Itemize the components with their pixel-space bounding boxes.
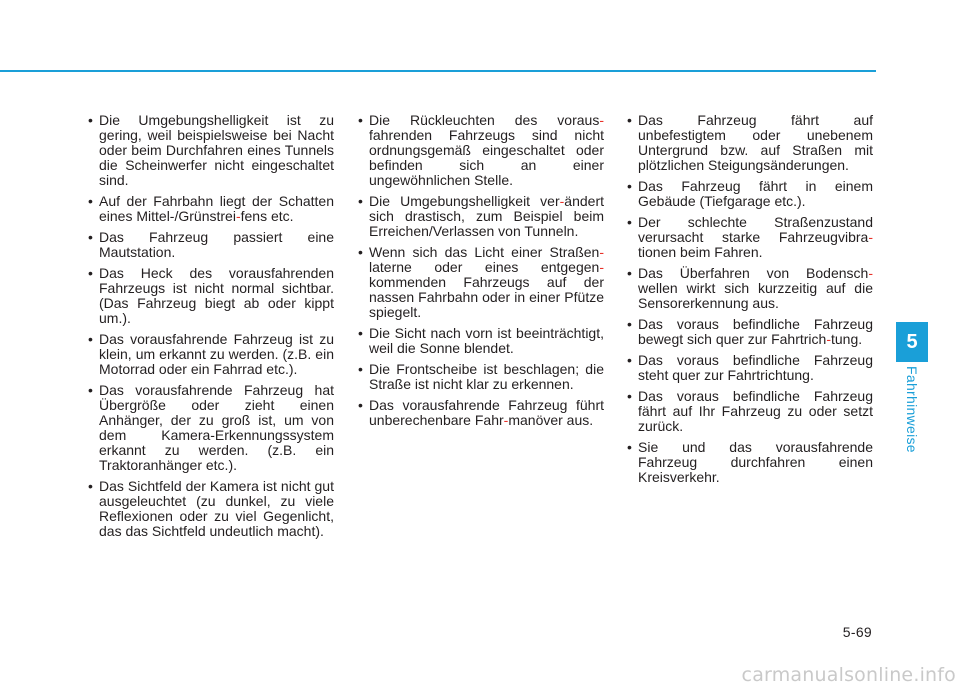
hyphen-mark: - bbox=[599, 259, 604, 275]
bullet-item bbox=[627, 317, 873, 347]
bullet-item bbox=[88, 194, 334, 224]
bullet-item bbox=[88, 230, 334, 260]
chapter-number-tab: 5 bbox=[896, 322, 928, 362]
bullet-item bbox=[88, 266, 334, 326]
bullet-text: Sie und das vorausfahrende Fahrzeug durchfahren einen Kreisverkehr. bbox=[638, 439, 873, 485]
bullet-item bbox=[627, 440, 873, 485]
bullet-text: Das vorausfahrende Fahrzeug ist zu klein, um erkannt zu werden. (z.B. ein Motorrad oder ein Fahrrad etc.). bbox=[99, 331, 334, 377]
bullet-item bbox=[627, 215, 873, 260]
bullet-item bbox=[88, 332, 334, 377]
bullet-item bbox=[627, 113, 873, 173]
bullet-item bbox=[358, 113, 604, 188]
bullet-text: Das Fahrzeug passiert eine Mautstation. bbox=[99, 229, 334, 260]
page-number: 5-69 bbox=[842, 624, 872, 640]
bullet-text: fahrenden Fahrzeugs sind nicht ordnungsgemäß eingeschaltet oder befinden sich an einer ungewöhnlichen Stelle. bbox=[369, 127, 604, 188]
bullet-item bbox=[627, 266, 873, 311]
bullet-item bbox=[358, 326, 604, 356]
hyphen-mark: - bbox=[868, 229, 873, 245]
bullet-text: Die Umgebungshelligkeit ver bbox=[369, 193, 560, 209]
hyphen-mark: - bbox=[559, 193, 565, 209]
bullet-item bbox=[88, 113, 334, 188]
bullet-text: Das Fahrzeug fährt in einem Gebäude (Tiefgarage etc.). bbox=[638, 178, 873, 209]
bullet-text: Die Umgebungshelligkeit ist zu gering, weil beispielsweise bei Nacht oder beim Durchfahren eines Tunnels die Scheinwerfer nicht eingeschaltet sind. bbox=[99, 112, 334, 188]
bullet-text: Die Frontscheibe ist beschlagen; die Straße ist nicht klar zu erkennen. bbox=[369, 361, 604, 392]
bullet-text: Wenn sich das Licht einer Straßen bbox=[369, 244, 600, 260]
bullet-text: ändert sich drastisch, zum Beispiel beim Erreichen/Verlassen von Tunneln. bbox=[369, 193, 604, 239]
bullet-item bbox=[88, 383, 334, 473]
bullet-text: Die Sicht nach vorn ist beeinträchtigt, weil die Sonne blendet. bbox=[369, 325, 604, 356]
bullet-text: Das Fahrzeug fährt auf unbefestigtem oder unebenem Untergrund bzw. auf Straßen mit plötzlichen Steigungsänderungen. bbox=[638, 112, 873, 173]
bullet-item bbox=[358, 245, 604, 320]
hyphen-mark: - bbox=[599, 112, 604, 128]
bullet-text: laterne oder eines entgegen bbox=[369, 259, 600, 275]
hyphen-mark: - bbox=[235, 208, 241, 224]
bullet-text: Das vorausfahrende Fahrzeug hat Übergröße oder zieht einen Anhänger, der zu groß ist, um von dem Kamera-Erkennungssystem erkannt zu werden. (z.B. ein Traktoranhänger etc.). bbox=[99, 382, 334, 473]
bullet-text: Das Überfahren von Bodensch bbox=[638, 265, 869, 281]
bullet-item bbox=[358, 362, 604, 392]
bullet-text: Die Rückleuchten des voraus bbox=[369, 112, 600, 128]
bullet-text: Das Heck des vorausfahrenden Fahrzeugs ist nicht normal sichtbar. (Das Fahrzeug biegt ab oder kippt um.). bbox=[99, 265, 334, 326]
chapter-label: Fahrhinweise bbox=[904, 366, 920, 453]
bullet-item bbox=[88, 479, 334, 539]
text-column-2 bbox=[358, 113, 604, 434]
bullet-item bbox=[627, 389, 873, 434]
bullet-text: wellen wirkt sich kurzzeitig auf die Sensorerkennung aus. bbox=[638, 280, 873, 311]
bullet-text: fens etc. bbox=[240, 208, 294, 224]
header-rule bbox=[0, 70, 876, 72]
bullet-list bbox=[358, 113, 604, 428]
bullet-text: Der schlechte Straßenzustand verursacht starke Fahrzeugvibra bbox=[638, 214, 873, 245]
bullet-item bbox=[358, 194, 604, 239]
bullet-item bbox=[627, 179, 873, 209]
hyphen-mark: - bbox=[599, 244, 604, 260]
bullet-text: Auf der Fahrbahn liegt der Schatten eines Mittel-/Grünstrei bbox=[99, 193, 334, 224]
bullet-item bbox=[627, 353, 873, 383]
bullet-text: manöver aus. bbox=[508, 412, 594, 428]
text-column-3 bbox=[627, 113, 873, 491]
bullet-text: Das voraus befindliche Fahrzeug fährt auf Ihr Fahrzeug zu oder setzt zurück. bbox=[638, 388, 873, 434]
bullet-text: Das voraus befindliche Fahrzeug bewegt sich quer zur Fahrtrich bbox=[638, 316, 873, 347]
hyphen-mark: - bbox=[503, 412, 509, 428]
hyphen-mark: - bbox=[868, 265, 873, 281]
bullet-item bbox=[358, 398, 604, 428]
text-column-1 bbox=[88, 113, 334, 545]
bullet-text: tung. bbox=[830, 331, 863, 347]
bullet-text: tionen beim Fahren. bbox=[638, 244, 763, 260]
bullet-list bbox=[627, 113, 873, 485]
bullet-list bbox=[88, 113, 334, 539]
bullet-text: kommenden Fahrzeugs auf der nassen Fahrbahn oder in einer Pfütze spiegelt. bbox=[369, 274, 604, 320]
bullet-text: Das vorausfahrende Fahrzeug führt unberechenbare Fahr bbox=[369, 397, 604, 428]
watermark: carmanualsonline.info bbox=[741, 664, 956, 686]
bullet-text: Das Sichtfeld der Kamera ist nicht gut ausgeleuchtet (zu dunkel, zu viele Reflexionen oder zu viel Gegenlicht, das das Sichtfeld undeutlich macht). bbox=[99, 478, 334, 539]
hyphen-mark: - bbox=[826, 331, 831, 347]
bullet-text: Das voraus befindliche Fahrzeug steht quer zur Fahrtrichtung. bbox=[638, 352, 873, 383]
